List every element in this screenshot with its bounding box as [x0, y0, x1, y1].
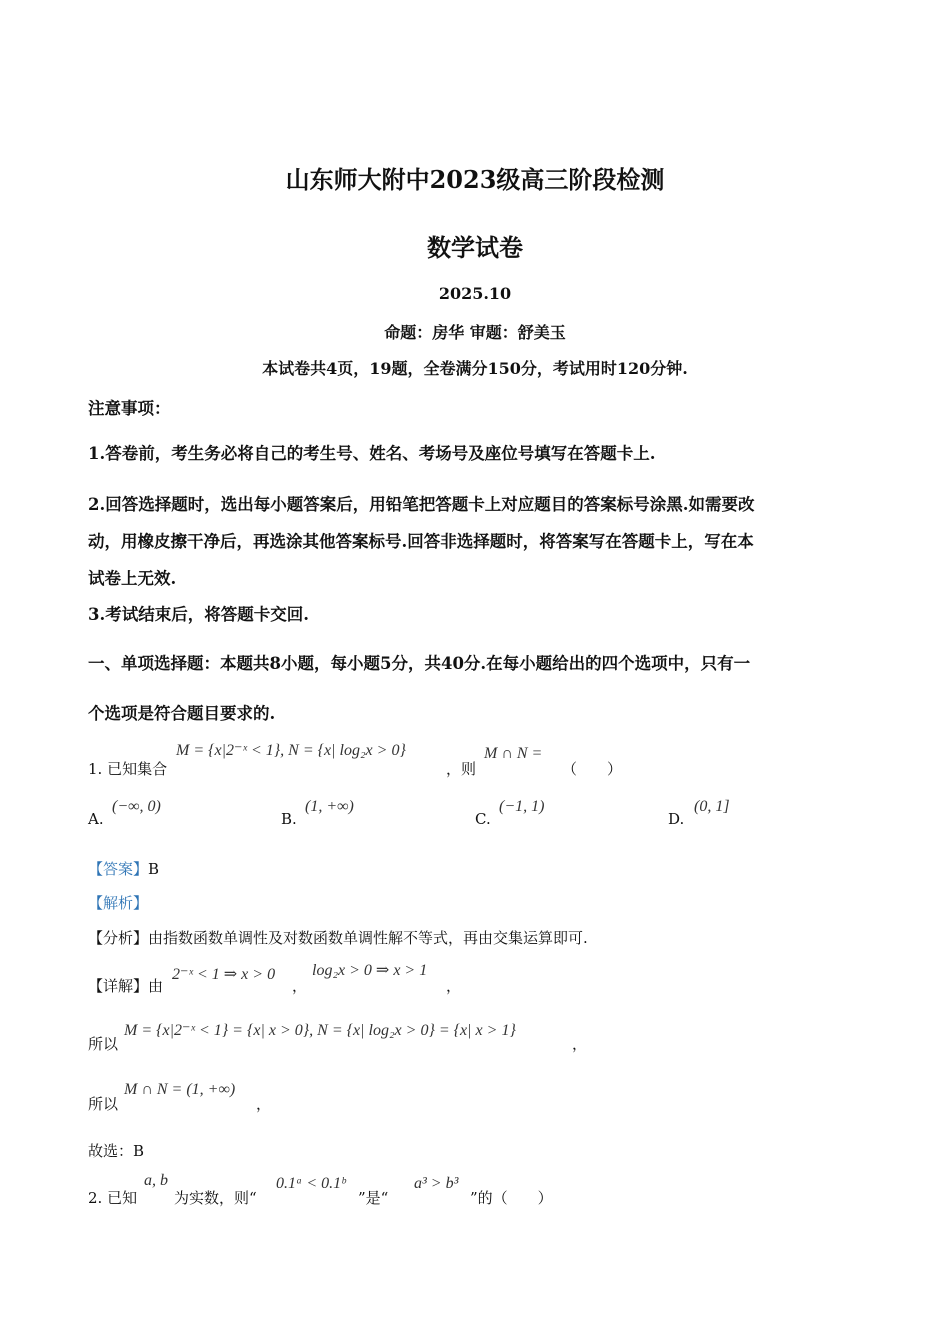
notice-item-2-line-3: 试卷上无效. [88, 569, 177, 588]
q2-condition-1: 0.1ᵃ < 0.1ᵇ [276, 1175, 346, 1192]
q1-option-a-label: A. [88, 810, 104, 828]
xiangjie-step-1: 2⁻ˣ < 1 ⇒ x > 0 [172, 966, 276, 983]
q2-prefix: 2. 已知 [88, 1189, 138, 1207]
xiangjie-step-3: M = {x|2⁻ˣ < 1} = {x| x > 0}, N = {x| log₂x > 0} = {x| x > 1} [124, 1022, 516, 1039]
xiangjie-you: 由 [148, 977, 164, 995]
xiangjie-step-2: log₂x > 0 ⇒ x > 1 [312, 962, 428, 979]
q1-option-b-label: B. [281, 810, 297, 828]
q2-mid-1: 为实数，则“ [174, 1189, 257, 1207]
exam-authors: 命题：房华 审题：舒美玉 [384, 323, 566, 342]
q1-option-d-label: D. [668, 810, 685, 828]
fenxi-text: 由指数函数单调性及对数函数单调性解不等式，再由交集运算即可. [148, 929, 588, 947]
q2-mid-2: ”是“ [358, 1189, 389, 1207]
xiangjie-tag: 【详解】由 [88, 977, 164, 995]
exam-subtitle: 数学试卷 [427, 233, 523, 262]
q1-option-b-value: (1, +∞) [305, 798, 354, 815]
suoyi-2: 所以 [88, 1095, 119, 1113]
xiangjie-step-4: M ∩ N = (1, +∞) [124, 1081, 236, 1098]
notice-heading: 注意事项： [88, 399, 171, 418]
q1-option-a-value: (−∞, 0) [112, 798, 161, 815]
fenxi-tag: 【分析】 [88, 929, 149, 947]
q1-set-expression: M = {x|2⁻ˣ < 1}, N = {x| log₂x > 0} [176, 742, 406, 759]
analysis-tag: 【解析】 [88, 894, 149, 912]
notice-item-2-line-2: 动，用橡皮擦干净后，再选涂其他答案标号.回答非选择题时，将答案写在答题卡上，写在本 [88, 532, 754, 551]
notice-item-2-line-1: 2.回答选择题时，选出每小题答案后，用铅笔把答题卡上对应题目的答案标号涂黑.如需要改 [88, 495, 755, 514]
exam-title: 山东师大附中2023级高三阶段检测 [285, 165, 665, 194]
q1-prefix: 1. 已知集合 [88, 760, 168, 778]
q1-option-c-label: C. [475, 810, 491, 828]
notice-item-3: 3.考试结束后，将答题卡交回. [88, 605, 309, 624]
q1-answer-line [88, 858, 159, 879]
guxuan: 故选：B [88, 1142, 145, 1160]
section1-line-1: 一、单项选择题：本题共8小题，每小题5分，共40分.在每小题给出的四个选项中，只有一 [88, 654, 751, 673]
comma-4: ， [256, 1095, 272, 1113]
fenxi-line [88, 927, 588, 948]
q1-option-d-value: (0, 1] [694, 798, 730, 815]
answer-value: B [148, 860, 160, 878]
comma-3: ， [572, 1035, 588, 1053]
notice-item-1: 1.答卷前，考生务必将自己的考生号、姓名、考场号及座位号填写在答题卡上. [88, 444, 656, 463]
comma-1: ， [292, 977, 308, 995]
q1-option-c-value: (−1, 1) [499, 798, 545, 815]
suoyi-1: 所以 [88, 1035, 119, 1053]
q1-paren: （ ） [562, 760, 623, 778]
answer-tag: 【答案】 [88, 860, 149, 878]
q2-suffix: ”的（ ） [470, 1189, 553, 1207]
comma-2: ， [446, 977, 462, 995]
q2-condition-2: a³ > b³ [414, 1175, 459, 1192]
q2-vars: a, b [144, 1172, 168, 1189]
q1-then: ，则 [446, 760, 477, 778]
section1-line-2: 个选项是符合题目要求的. [88, 704, 276, 723]
exam-summary: 本试卷共4页，19题，全卷满分150分，考试用时120分钟. [262, 359, 688, 378]
q1-ask-expression: M ∩ N = [484, 745, 543, 762]
exam-date: 2025.10 [438, 284, 512, 303]
